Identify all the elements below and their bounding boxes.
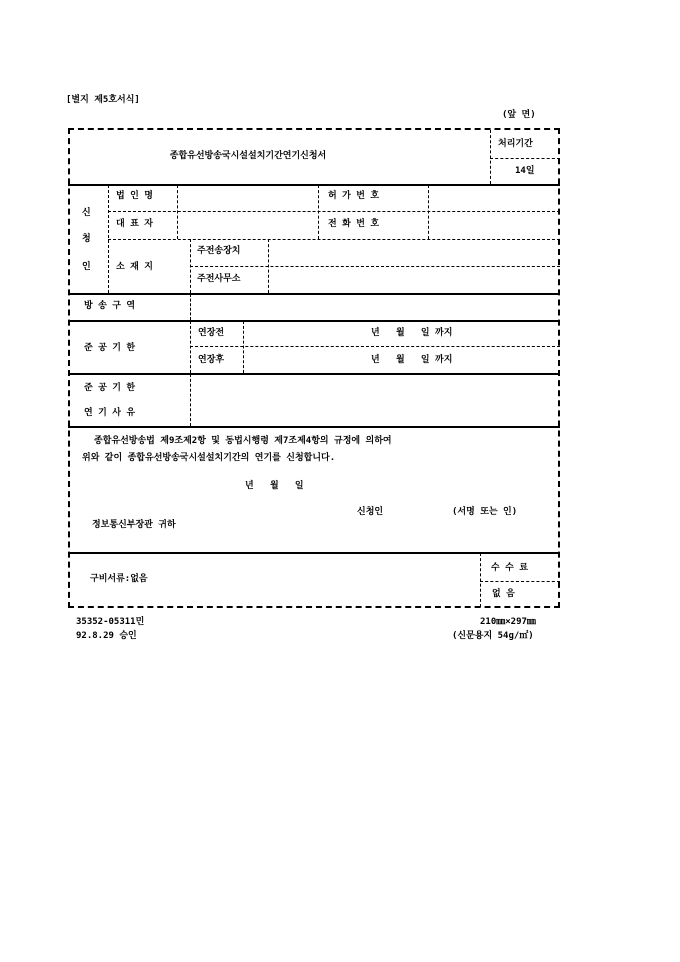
reason-label-line1: 준 공 기 한 xyxy=(84,383,136,393)
divider xyxy=(243,321,244,373)
divider xyxy=(318,185,319,239)
processing-period-label: 처리기간 xyxy=(498,139,533,149)
applicant-char: 신 xyxy=(82,208,91,218)
processing-period-value: 14일 xyxy=(515,166,535,176)
divider xyxy=(190,294,191,320)
divider xyxy=(108,211,560,212)
divider xyxy=(428,185,429,239)
divider xyxy=(480,581,560,582)
approval-date: 92.8.29 승인 xyxy=(76,631,137,641)
representative-label: 대 표 자 xyxy=(116,219,153,229)
declaration-line-1: 종합유선방송법 제9조제2항 및 동법시행령 제7조제4항의 규정에 의하여 xyxy=(94,436,392,446)
row-divider xyxy=(68,552,560,554)
fee-value: 없 음 xyxy=(492,589,515,599)
divider xyxy=(177,185,178,239)
recipient: 정보통신부장관 귀하 xyxy=(92,520,176,530)
page-side-label: (앞 면) xyxy=(502,110,536,120)
after-extension-label: 연장후 xyxy=(198,355,225,365)
broadcast-area-label: 방 송 구 역 xyxy=(84,301,136,311)
paper-size: 210㎜×297㎜ xyxy=(480,617,536,627)
form-number-label: [별지 제5호서식] xyxy=(66,95,140,105)
divider xyxy=(490,158,560,159)
divider xyxy=(190,266,560,267)
divider xyxy=(480,553,481,607)
form-code: 35352-05311민 xyxy=(76,617,145,627)
fee-label: 수 수 료 xyxy=(491,563,528,573)
divider xyxy=(190,374,191,426)
attachments-note: 구비서류:없음 xyxy=(90,574,148,584)
address-label: 소 재 지 xyxy=(116,262,153,272)
divider xyxy=(190,346,560,347)
row-divider xyxy=(68,373,560,375)
row-divider xyxy=(68,320,560,322)
main-office-label: 주전사무소 xyxy=(197,274,241,284)
applicant-char: 청 xyxy=(82,234,91,244)
reason-label-line2: 연 기 사 유 xyxy=(84,408,136,418)
applicant-char: 인 xyxy=(82,262,91,272)
before-extension-date[interactable]: 년 월 일 까지 xyxy=(371,328,453,338)
declaration-line-2: 위와 같이 종합유선방송국시설설치기간의 연기를 신청합니다. xyxy=(82,453,336,463)
permit-number-label: 허 가 번 호 xyxy=(328,191,380,201)
application-date[interactable]: 년 월 일 xyxy=(245,481,304,491)
main-station-label: 주전송장치 xyxy=(197,246,241,256)
signature-field[interactable]: (서명 또는 인) xyxy=(452,507,518,517)
completion-period-label: 준 공 기 한 xyxy=(84,343,136,353)
corp-name-label: 법 인 명 xyxy=(116,191,153,201)
phone-label: 전 화 번 호 xyxy=(328,219,380,229)
paper-spec: (신문용지 54g/㎡) xyxy=(452,631,534,641)
before-extension-label: 연장전 xyxy=(198,328,225,338)
form-title: 종합유선방송국시설설치기간연기신청서 xyxy=(169,151,327,161)
applicant-label: 신청인 xyxy=(357,507,384,517)
after-extension-date[interactable]: 년 월 일 까지 xyxy=(371,355,453,365)
row-divider xyxy=(68,293,560,295)
row-divider xyxy=(68,184,560,186)
divider xyxy=(108,239,560,240)
row-divider xyxy=(68,426,560,428)
divider xyxy=(190,321,191,373)
